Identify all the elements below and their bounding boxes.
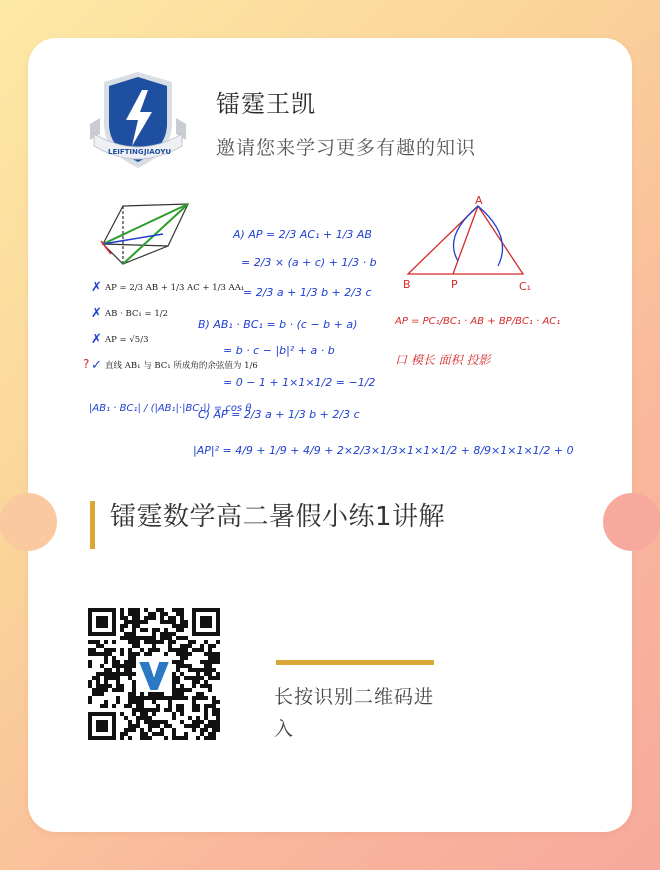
lesson-title: 镭霆数学高二暑假小练1讲解 — [110, 502, 446, 532]
work-line-3: = 2/3 a + 1/3 b + 2/3 c — [243, 286, 372, 299]
caption-accent-line — [276, 660, 434, 665]
author-name: 镭霆王凯 — [216, 90, 316, 118]
work-line-7: C) AP = 2/3 a + 1/3 b + 2/3 c — [198, 408, 360, 421]
logo-text-left: LEIFTING — [108, 148, 144, 156]
question-option-a: AP = 2/3 AB + 1/3 AC + 1/3 AA₁ — [105, 283, 245, 293]
logo-text-right: JIAOYU — [144, 148, 172, 156]
svg-text:?: ? — [83, 357, 90, 371]
question-option-d: 直线 AB₁ 与 BC₁ 所成角的余弦值为 1/6 — [105, 361, 258, 371]
question-option-b: AB · BC₁ = 1/2 — [105, 309, 169, 319]
prism-diagram — [101, 204, 188, 264]
share-card — [28, 38, 632, 832]
invite-subtitle: 邀请您来学习更多有趣的知识 — [216, 137, 477, 159]
svg-text:B: B — [403, 278, 411, 291]
svg-text:✗: ✗ — [91, 306, 102, 321]
brand-logo — [86, 68, 190, 172]
question-option-c: AP = √5/3 — [105, 335, 149, 345]
svg-text:✓: ✓ — [91, 358, 102, 373]
qr-code[interactable] — [88, 608, 220, 740]
work-line-6: = 0 − 1 + 1×1×1/2 = −1/2 — [223, 376, 376, 389]
handwritten-notes-image — [83, 196, 583, 471]
title-accent-bar — [90, 501, 95, 549]
svg-text:✗: ✗ — [91, 280, 102, 295]
work-line-4: B) AB₁ · BC₁ = b · (c − b + a) — [198, 318, 358, 331]
work-line-red-1: AP = PC₁/BC₁ · AB + BP/BC₁ · AC₁ — [395, 316, 561, 327]
qr-caption — [274, 681, 444, 745]
svg-text:C₁: C₁ — [519, 280, 532, 293]
work-line-5: = b · c − |b|² + a · b — [223, 344, 335, 357]
svg-text:A: A — [475, 196, 483, 207]
svg-text:P: P — [451, 278, 458, 291]
work-line-red-2: 口 模长 面积 投影 — [395, 353, 491, 367]
work-line-1: A) AP = 2/3 AC₁ + 1/3 AB — [233, 228, 372, 241]
work-line-2: = 2/3 × (a + c) + 1/3 · b — [241, 256, 377, 269]
work-line-cos: |AB₁ · BC₁| / (|AB₁|·|BC₁|) = cos θ — [89, 403, 252, 414]
triangle-diagram — [408, 206, 523, 274]
work-line-8: |AP|² = 4/9 + 1/9 + 4/9 + 2×2/3×1/3×1×1×1/2 + 8/9×1×1×1/2 + 0 — [193, 444, 574, 457]
card-notch-right — [603, 493, 660, 551]
qr-caption-text: 长按识别二维码进入 — [274, 686, 435, 740]
card-notch-left — [0, 493, 57, 551]
svg-text:✗: ✗ — [91, 332, 102, 347]
